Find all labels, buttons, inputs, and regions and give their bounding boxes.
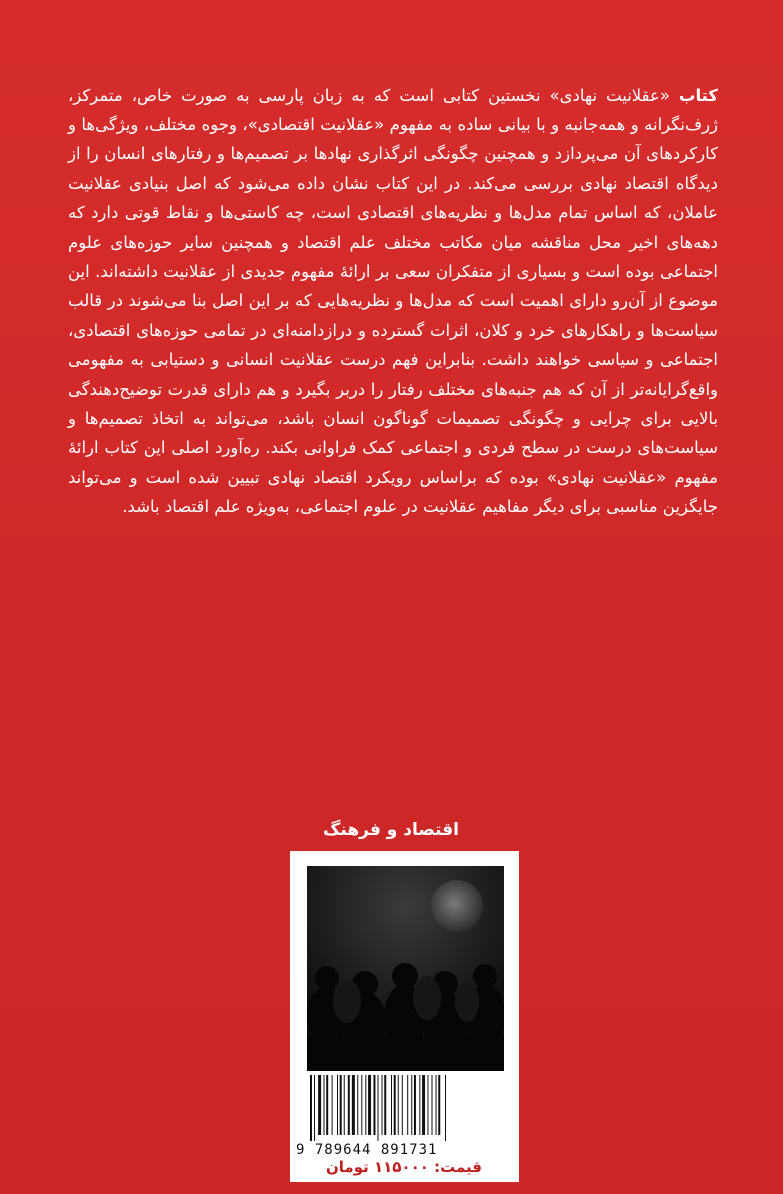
barcode-bar: [438, 1075, 440, 1135]
barcode-bar: [436, 1075, 437, 1135]
barcode-bar: [368, 1075, 371, 1135]
publisher-name: اقتصاد و فرهنگ: [323, 820, 459, 840]
barcode-bar: [382, 1075, 383, 1135]
barcode-bar: [422, 1075, 425, 1135]
barcode-bar: [432, 1075, 433, 1135]
cover-thumbnail-image: [307, 866, 504, 1071]
crowd-moon-illustration: [307, 866, 504, 1071]
barcode-bar: [398, 1075, 399, 1135]
barcode-bar: [314, 1075, 315, 1141]
isbn-number: 9 789644 891731: [296, 1142, 438, 1158]
blurb-lead-word: کتاب: [678, 85, 718, 105]
barcode-bar: [337, 1075, 338, 1135]
blurb-body: «عقلانیت نهادی» نخستین کتابی است که به زبان پارسی به صورت خاص، متمرکز، ژرف‌نگرانه و همه‌جانبه و با بیانی ساده به مفهوم «عقلانیت اقتصادی»، وجوه مختلف، ویژگی‌ها و کارکردهای آن می‌پردازد و همچنین چگونگی اثرگذاری نهادها بر تصمیم‌ها و رفتارهای انسان را از دیدگاه اقتصاد نهادی بررسی می‌کند. در این کتاب نشان داده می‌شود که اصل بنیادی عقلانیت عاملان، که اساس تمام مدل‌ها و نظریه‌های اقتصادی است، چه کاستی‌ها و نقاط قوتی دارد که دهه‌های اخیر محل مناقشه میان مکاتب مختلف علم اقتصاد و همچنین سایر حوزه‌های علوم اجتماعی بوده است و بسیاری از متفکران سعی بر ارائهٔ مفهوم جدیدی از عقلانیت داشته‌اند. این موضوع از آن‌رو دارای اهمیت است که مدل‌ها و نظریه‌هایی که بر این اصل بنا می‌شوند در قالب سیاست‌ها و راهکارهای خرد و کلان، اثرات گسترده و درازدامنه‌ای در تمامی حوزه‌های اقتصادی، اجتماعی و سیاسی خواهند داشت. بنابراین فهم درست عقلانیت انسانی و دستیابی به مفهومی واقع‌گرایانه‌تر از آن که هم جنبه‌های مختلف رفتار را دربر بگیرد و هم دارای قدرت توضیح‌دهندگی بالایی برای چرایی و چگونگی تصمیمات گوناگون انسان باشد، می‌تواند به اتخاذ تصمیم‌ها و سیاست‌های درست در سطح فردی و اجتماعی کمک فراوانی بکند. ره‌آورد اصلی این کتاب ارائهٔ مفهوم «عقلانیت نهادی» بوده که براساس رویکرد اقتصاد نهادی تبیین شده است و می‌تواند جایگزین مناسبی برای دیگر مفاهیم عقلانیت در علوم اجتماعی، به‌ویژه علم اقتصاد باشد.: [68, 85, 718, 517]
barcode-bar: [348, 1075, 350, 1135]
barcode-bar: [365, 1075, 366, 1135]
barcode-bar: [310, 1075, 312, 1141]
barcode-bar: [361, 1075, 362, 1135]
price-label: قیمت: ۱۱۵۰۰۰ تومان: [325, 1158, 483, 1176]
barcode-bar: [357, 1075, 358, 1135]
barcode-bar: [324, 1075, 325, 1135]
barcode-bar: [414, 1075, 416, 1135]
barcode-bar: [373, 1075, 375, 1135]
barcode-bar: [391, 1075, 392, 1135]
barcode-bar: [326, 1075, 328, 1135]
barcode-bar: [394, 1075, 396, 1135]
barcode-bar: [411, 1075, 412, 1135]
blurb-paragraph: [68, 81, 718, 522]
barcode-bar: [378, 1075, 379, 1141]
barcode-bar: [407, 1075, 408, 1135]
barcode-bar: [402, 1075, 403, 1135]
moon-shape: [431, 880, 483, 932]
barcode-bar: [332, 1075, 333, 1135]
barcode-bar: [427, 1075, 428, 1135]
barcode-bar: [419, 1075, 420, 1135]
barcode-bar: [352, 1075, 355, 1135]
barcode-bar: [318, 1075, 321, 1135]
barcode-bar: [344, 1075, 345, 1135]
isbn-barcode: [308, 1075, 498, 1141]
barcode-bar: [384, 1075, 386, 1135]
barcode-bar: [445, 1075, 446, 1141]
barcode-bar: [340, 1075, 342, 1135]
barcode-sticker: [290, 851, 519, 1182]
